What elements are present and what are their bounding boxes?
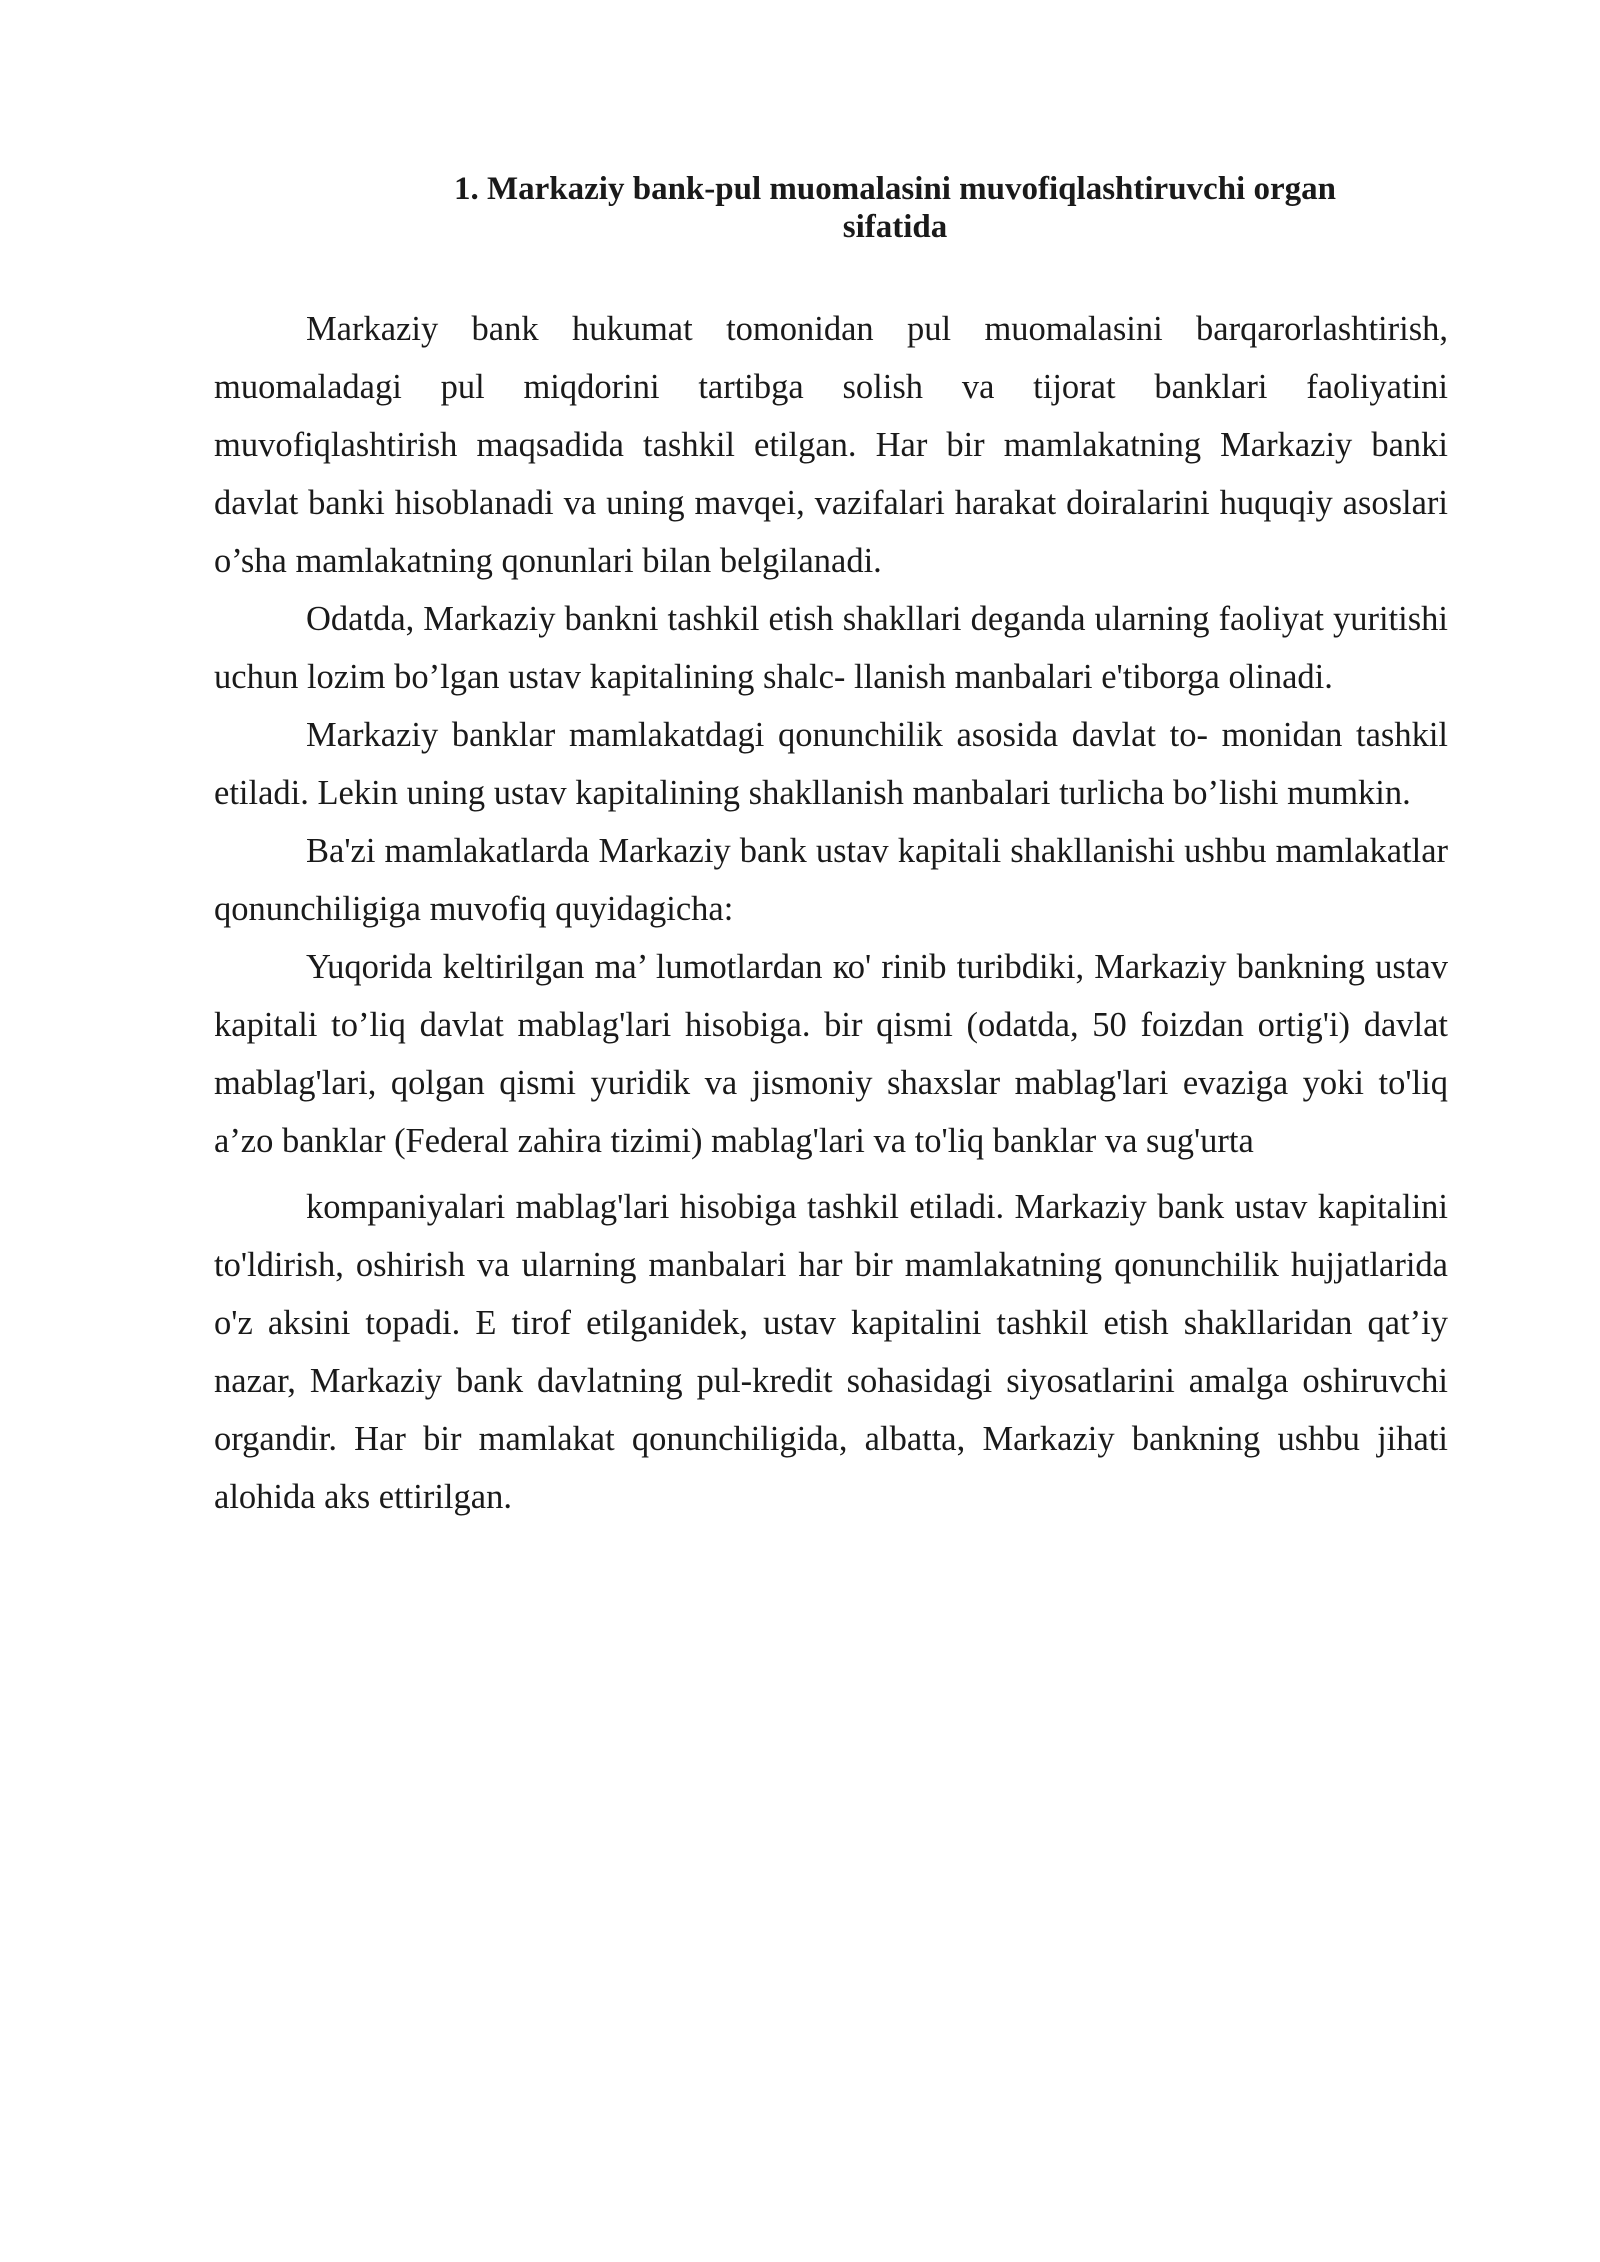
section-heading	[330, 170, 1460, 246]
paragraph-5: Yuqorida keltirilgan ma’ lumotlardan ко' rinib turibdiki, Markaziy bankning ustav kapitali to’liq davlat mablag'lari hisobiga. bir qismi (odatda, 50 foizdan ortig'i) davlat mablag'lari, qolgan qismi yuridik va jismoniy shaxslar mablag'lari evaziga yoki to'liq a’zo banklar (Federal zahira tizimi) mablag'lari va to'liq banklar va sug'urta	[214, 948, 1448, 1160]
paragraph-1: Markaziy bank hukumat tomonidan pul muomalasini barqarorlashtirish, muomaladagi pul miqdorini tartibga solish va tijorat banklari faoliyatini muvofiqlashtirish maqsadida tashkil etilgan. Har bir mamlakatning Markaziy banki davlat banki hisoblanadi va uning mavqei, vazifalari harakat doiralarini huquqiy asoslari o’sha mamlakatning qonunlari bilan belgilanadi.	[214, 310, 1448, 580]
paragraph-3: Markaziy banklar mamlakatdagi qonunchilik asosida davlat to- monidan tashkil etiladi. Lekin uning ustav kapitalining shakllanish manbalari turlicha bo’lishi mumkin.	[214, 716, 1448, 812]
paragraph-4: Ba'zi mamlakatlarda Markaziy bank ustav kapitali shakllanishi ushbu mamlakatlar qonunchiligiga muvofiq quyidagicha:	[214, 832, 1448, 928]
heading-line-2: sifatida	[842, 209, 948, 245]
heading-line-1: 1. Markaziy bank-pul muomalasini muvofiqlashtiruvchi organ	[454, 171, 1336, 207]
paragraph-6: kompaniyalari mablag'lari hisobiga tashkil etiladi. Markaziy bank ustav kapitalini to'ldirish, oshirish va ularning manbalari har bir mamlakatning qonunchilik hujjatlarida o'z aksini topadi. E tirof etilganidek, ustav kapitalini tashkil etish shakllaridan qat’iy nazar, Markaziy bank davlatning pul-kredit sohasidagi siyosatlarini amalga oshiruvchi organdir. Har bir mamlakat qonunchiligida, albatta, Markaziy bankning ushbu jihati alohida aks ettirilgan.	[214, 1188, 1448, 1516]
body-text	[214, 300, 1448, 1526]
paragraph-2: Odatda, Markaziy bankni tashkil etish shakllari deganda ularning faoliyat yuritishi uchun lozim bo’lgan ustav kapitalining shalc- llanish manbalari e'tiborga olinadi.	[214, 600, 1448, 696]
